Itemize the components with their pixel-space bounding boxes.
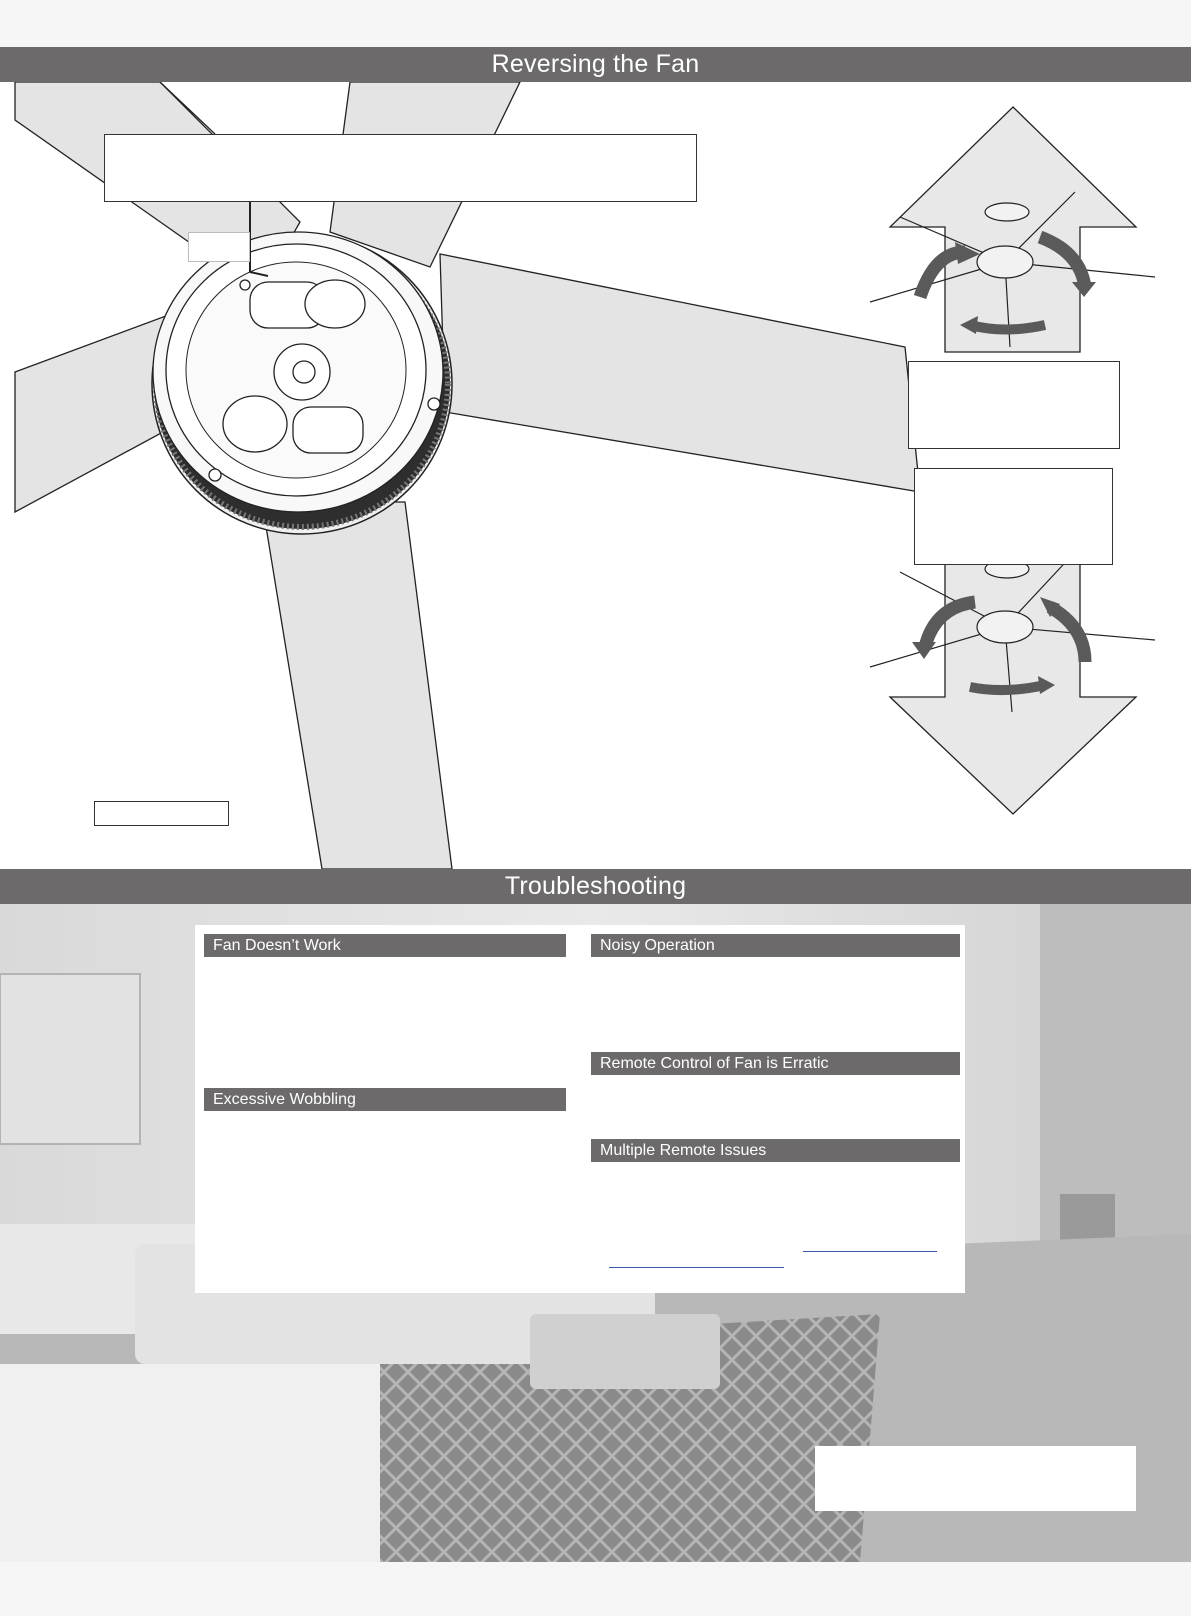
support-link[interactable]: [803, 1251, 937, 1252]
updraft-arrow: [870, 107, 1155, 352]
fan-blade-right: [440, 254, 920, 492]
remote-erratic-heading: Remote Control of Fan is Erratic: [591, 1052, 960, 1075]
switch-label-box: [188, 232, 250, 262]
troubleshooting-heading: Troubleshooting: [0, 869, 1191, 904]
noisy-operation-heading: Noisy Operation: [591, 934, 960, 957]
downdraft-label-box: [914, 468, 1113, 565]
excessive-wobbling-heading: Excessive Wobbling: [204, 1088, 566, 1111]
downdraft-arrow: [870, 549, 1155, 814]
updraft-label-box: [908, 361, 1120, 449]
reversing-fan-heading: Reversing the Fan: [0, 47, 1191, 82]
instruction-box: [104, 134, 697, 202]
support-link-2[interactable]: [609, 1267, 784, 1268]
multiple-remote-heading: Multiple Remote Issues: [591, 1139, 960, 1162]
contact-info-box: [815, 1446, 1136, 1511]
figure-caption-box: [94, 801, 229, 826]
fan-doesnt-work-heading: Fan Doesn’t Work: [204, 934, 566, 957]
fan-reversing-illustration: [0, 82, 1191, 869]
fan-blade-bottom: [262, 502, 452, 869]
footer-margin: [0, 1562, 1191, 1616]
troubleshooting-panel: [195, 925, 965, 1293]
